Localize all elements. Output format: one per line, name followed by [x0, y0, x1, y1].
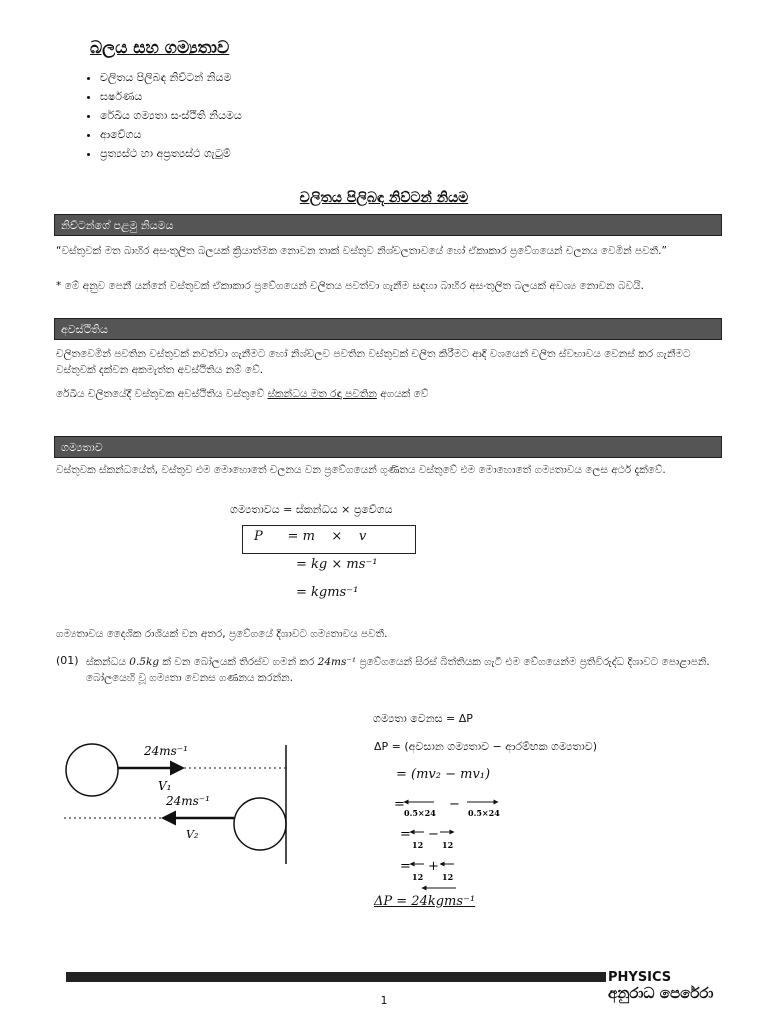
svg-text:−: −	[428, 827, 439, 842]
speed-label-out: 24ms⁻¹	[166, 794, 210, 808]
collision-diagram	[50, 720, 310, 870]
step6-right-value: 12	[442, 872, 454, 882]
solution-line-2: ΔP = (අවසාන ගම්‍යතාව − ආරම්භක ගම්‍යතාව)	[374, 740, 597, 753]
svg-text:+: +	[428, 859, 439, 874]
footer-bar	[66, 972, 606, 982]
topic-list	[80, 68, 242, 163]
solution-line-3: = (mv₂ − mv₁)	[396, 767, 491, 782]
svg-text:=: =	[400, 859, 411, 874]
first-law-heading: නිව්ටන්ගේ පළමු නියමය	[54, 214, 722, 236]
solution-line-1: ගම්‍යතා වෙනස = ΔP	[373, 712, 473, 725]
svg-text:=: =	[394, 797, 405, 812]
unit-line-2: = kgms⁻¹	[296, 585, 359, 600]
underlined-phrase: ස්කන්ධය මත රඳා පවතින	[267, 388, 377, 400]
list-item: • ආවේගය	[100, 125, 242, 144]
list-item: • ප්‍රත්‍යස්ථ හා අප්‍රත්‍යස්ථ ගැටුම්	[100, 144, 242, 163]
word-formula: ගම්‍යතාවය = ස්කන්ධය × ප්‍රවේගය	[230, 503, 393, 516]
v2-label: V₂	[186, 828, 199, 841]
step5-left-value: 12	[412, 840, 424, 850]
v1-label: V₁	[158, 779, 172, 793]
momentum-heading: ගම්‍යතාව	[54, 436, 722, 458]
speed-label-in: 24ms⁻¹	[144, 744, 188, 758]
step4-right-value: 0.5×24	[468, 808, 500, 818]
momentum-definition: වස්තුවක ස්කන්ධයේත්, වස්තුව එම මොහොතේ චලනය වන ප්‍රවේගයෙන් ගුණිතය වස්තුවේ එම මොහොතේ ගම්‍යතාවය ලෙස අර්ථ දැක්වේ.	[56, 464, 666, 476]
step4-left-value: 0.5×24	[404, 808, 436, 818]
ball-before	[66, 744, 118, 796]
section-title: චලිතය පිලිබඳ නිව්ටන් නියම	[299, 190, 469, 206]
list-item: • ඝර්ෂණය	[100, 87, 242, 106]
list-item: • චලිතය පිලිබඳ නිව්ටන් නියම	[100, 68, 242, 87]
question-text: ස්කන්ධය 0.5kg ක් වන බෝලයක් තිරස්ව ගමන් කර 24ms⁻¹ ප්‍රවේගයෙන් සිරස් බිත්තියක ගැටී එම වේගයෙන්ම ප්‍රතිවිරුද්ධ දිශාවට පොළාපනි. බෝලයෙහි වූ ගම්‍යතා වෙනස ගණනය කරන්න.	[86, 656, 710, 684]
inertia-definition: චලිතවෙමින් පවතින වස්තුවක් නවත්වා ගැනීමට හෝ නිශ්චලව පවතින වස්තුවක් චලිත කිරීමට ආදි වශයෙන් චලිත ස්වභාවය වෙනස් කර ගැනීමට වස්තුවක් දක්වන අකමැත්ත අවස්ථිතිය නම් වේ.	[56, 348, 691, 376]
solution-result: ΔP = 24kgms⁻¹	[374, 894, 476, 909]
page-number: 1	[380, 994, 388, 1007]
question-number: (01)	[56, 654, 79, 667]
first-law-note: * මේ අනුව පෙනී යන්නේ වස්තුවක් ඒකාකාර ප්‍රවේගයෙන් චලිතය පවත්වා ගැනීම සඳහා බාහිර අසංතුලිත බලයක් අවශ්‍ය නොවන බවයි.	[56, 280, 644, 292]
footer-author: අනුරාධ පෙරේරා	[608, 984, 714, 1002]
step5-right-value: 12	[442, 840, 454, 850]
svg-text:=: =	[400, 827, 411, 842]
vector-note: ගම්‍යතාවය දෛශික රාශියක් වන අතර, ප්‍රවේගයේ දිශාවට ගම්‍යතාවය පවතී.	[56, 628, 388, 640]
momentum-formula: P = m × v	[254, 529, 367, 544]
unit-line-1: = kg × ms⁻¹	[296, 557, 378, 572]
inertia-dependency: රේඛීය චලිතයේදී වස්තුවක අවස්ථිතිය වස්තුවේ ස්කන්ධය මත රඳා පවතින අගයක් වේ	[56, 388, 429, 400]
ball-after	[234, 798, 286, 850]
page-title: බලය සහ ගම්‍යතාව	[90, 38, 230, 58]
svg-text:−: −	[449, 797, 460, 812]
first-law-quote: “වස්තුවක් මත බාහිර අසංතුලිත බලයක් ක්‍රියාත්මක නොවන තාක් වස්තුව නිශ්චලතාවයේ හෝ ඒකාකාර ප්‍රවේගයෙන් චලනය වෙමින් පවතී.”	[56, 245, 667, 257]
list-item: • රේඛීය ගම්‍යතා සංස්ථිති නියමය	[100, 106, 242, 125]
step6-left-value: 12	[412, 872, 424, 882]
inertia-heading: අවස්ථිතිය	[54, 318, 722, 340]
footer-subject: PHYSICS	[608, 970, 672, 985]
